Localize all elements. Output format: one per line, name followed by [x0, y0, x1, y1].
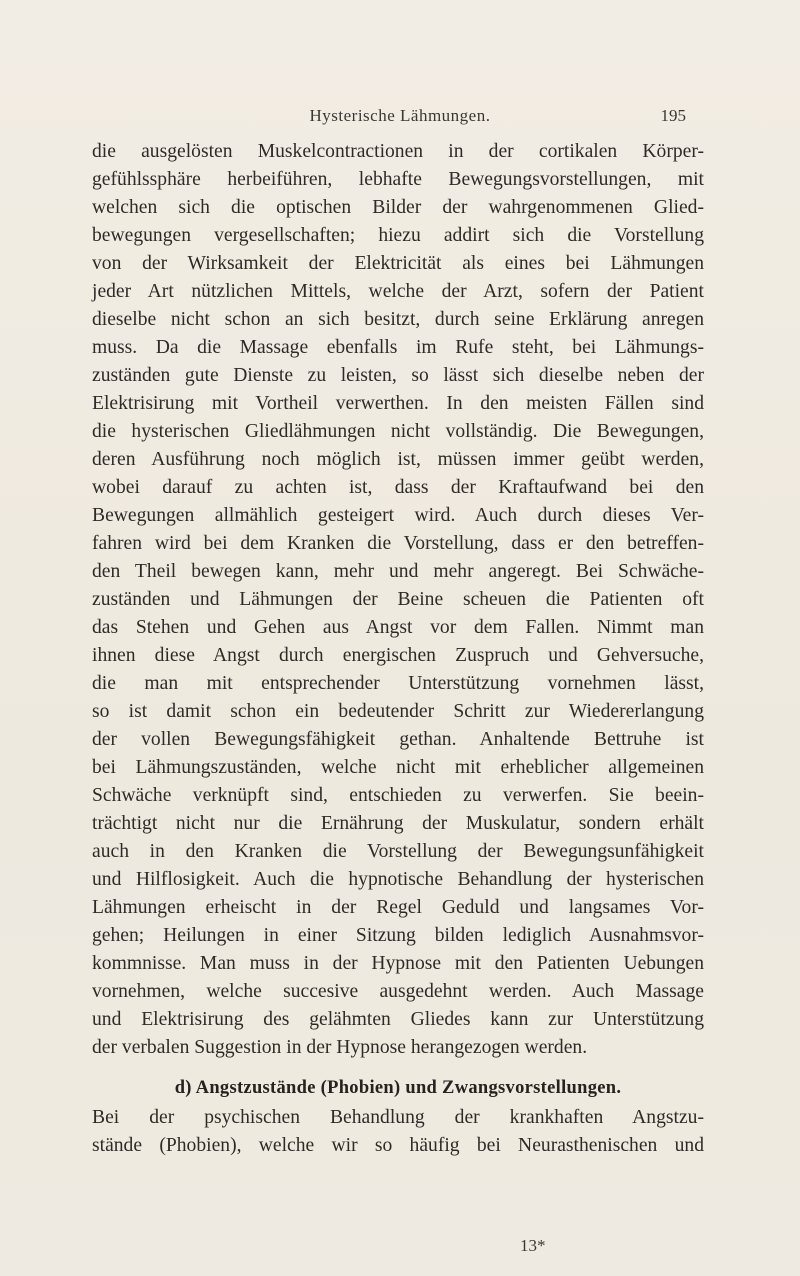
text-line: so ist damit schon ein bedeutender Schritt zur Wiedererlangung [92, 701, 704, 722]
text-line: Bei der psychischen Behandlung der krankhaften Angstzu- [92, 1107, 704, 1128]
text-line: fahren wird bei dem Kranken die Vorstellung, dass er den betreffen- [92, 533, 704, 554]
text-line: auch in den Kranken die Vorstellung der Bewegungsunfähigkeit [92, 841, 704, 862]
text-line: vornehmen, welche succesive ausgedehnt werden. Auch Massage [92, 981, 704, 1002]
body-text [92, 138, 704, 1160]
text-line: und Elektrisirung des gelähmten Gliedes kann zur Unterstützung [92, 1009, 704, 1030]
text-line: gehen; Heilungen in einer Sitzung bilden lediglich Ausnahmsvor- [92, 925, 704, 946]
text-line: stände (Phobien), welche wir so häufig bei Neurasthenischen und [92, 1135, 704, 1156]
text-line: deren Ausführung noch möglich ist, müssen immer geübt werden, [92, 449, 704, 470]
signature-mark: 13* [520, 1236, 546, 1255]
text-line: jeder Art nützlichen Mittels, welche der Arzt, sofern der Patient [92, 281, 704, 302]
text-line: der verbalen Suggestion in der Hypnose herangezogen werden. [92, 1037, 588, 1058]
text-line: zuständen und Lähmungen der Beine scheuen die Patienten oft [92, 589, 704, 610]
text-line: die hysterischen Gliedlähmungen nicht vollständig. Die Bewegungen, [92, 421, 704, 442]
text-line: Bewegungen allmählich gesteigert wird. Auch durch dieses Ver- [92, 505, 704, 526]
page-header [0, 106, 800, 132]
text-line: Elektrisirung mit Vortheil verwerthen. In den meisten Fällen sind [92, 393, 704, 414]
text-line: bewegungen vergesellschaften; hiezu addirt sich die Vorstellung [92, 225, 704, 246]
running-title: Hysterische Lähmungen. [309, 106, 491, 125]
text-line: Lähmungen erheischt in der Regel Geduld und langsames Vor- [92, 897, 704, 918]
section-heading: d) Angstzustände (Phobien) und Zwangsvorstellungen. [174, 1078, 622, 1098]
text-line: die man mit entsprechender Unterstützung vornehmen lässt, [92, 673, 704, 694]
text-line: der vollen Bewegungsfähigkeit gethan. Anhaltende Bettruhe ist [92, 729, 704, 750]
text-line: das Stehen und Gehen aus Angst vor dem Fallen. Nimmt man [92, 617, 704, 638]
text-line: trächtigt nicht nur die Ernährung der Muskulatur, sondern erhält [92, 813, 704, 834]
page-number: 195 [660, 106, 686, 125]
text-line: den Theil bewegen kann, mehr und mehr angeregt. Bei Schwäche- [92, 561, 704, 582]
text-line: ihnen diese Angst durch energischen Zuspruch und Gehversuche, [92, 645, 704, 666]
text-line: wobei darauf zu achten ist, dass der Kraftaufwand bei den [92, 477, 704, 498]
text-line: von der Wirksamkeit der Elektricität als eines bei Lähmungen [92, 253, 704, 274]
text-line: gefühlssphäre herbeiführen, lebhafte Bewegungsvorstellungen, mit [92, 169, 704, 190]
text-line: bei Lähmungszuständen, welche nicht mit erheblicher allgemeinen [92, 757, 704, 778]
text-line: muss. Da die Massage ebenfalls im Rufe steht, bei Lähmungs- [92, 337, 704, 358]
text-line: dieselbe nicht schon an sich besitzt, durch seine Erklärung anregen [92, 309, 704, 330]
text-line: welchen sich die optischen Bilder der wahrgenommenen Glied- [92, 197, 704, 218]
text-line: die ausgelösten Muskelcontractionen in der cortikalen Körper- [92, 141, 704, 162]
text-line: und Hilflosigkeit. Auch die hypnotische Behandlung der hysterischen [92, 869, 704, 890]
text-line: Schwäche verknüpft sind, entschieden zu verwerfen. Sie beein- [92, 785, 704, 806]
text-line: kommnisse. Man muss in der Hypnose mit den Patienten Uebungen [92, 953, 704, 974]
text-line: zuständen gute Dienste zu leisten, so lässt sich dieselbe neben der [92, 365, 704, 386]
